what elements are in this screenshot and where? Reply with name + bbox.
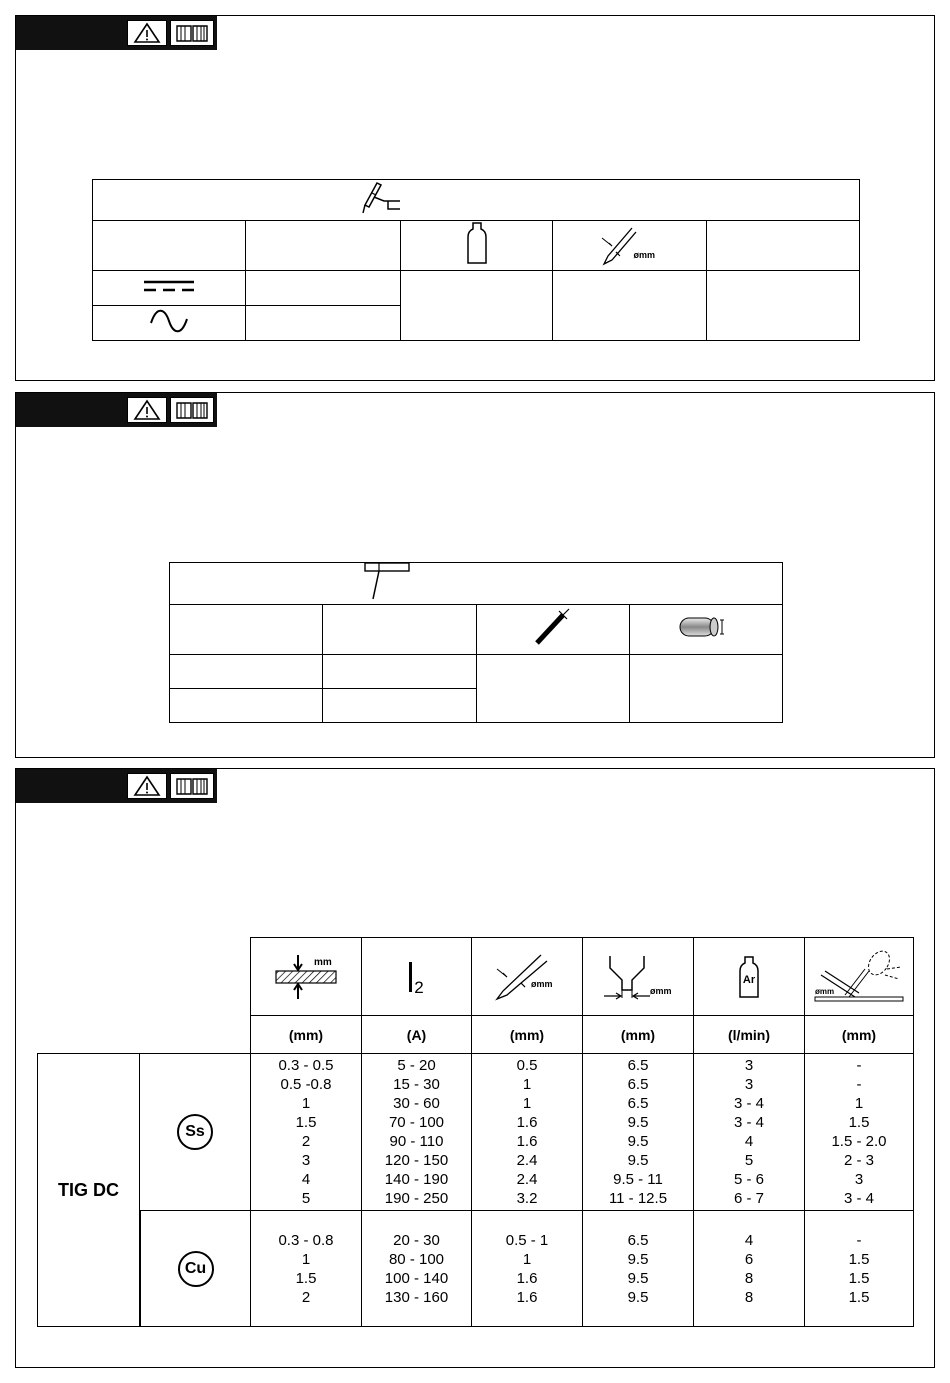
row2-col1 — [170, 689, 323, 722]
table-cell: 4 — [301, 1171, 311, 1188]
header-cell-empty-1 — [170, 605, 323, 655]
tig-settings-panel — [15, 15, 935, 381]
table-cell: 9.5 — [627, 1152, 649, 1169]
cu-filler-col — [805, 1211, 913, 1326]
manual-book-icon — [170, 397, 214, 423]
table-cell: 5 - 20 — [397, 1057, 436, 1074]
table-cell: 0.5 -0.8 — [280, 1076, 332, 1093]
ac-current-icon — [149, 309, 189, 338]
panel-header — [16, 393, 217, 427]
table-cell: 20 - 30 — [393, 1231, 440, 1249]
ss-tungsten-col — [472, 1054, 583, 1211]
cu-current-col — [362, 1211, 472, 1326]
parameters-body — [37, 1053, 914, 1327]
tungsten-header — [472, 938, 583, 1016]
ar-label: Ar — [742, 973, 756, 986]
warning-icon — [127, 397, 167, 423]
thickness-icon — [274, 954, 338, 1000]
table-cell: 6 — [744, 1250, 754, 1268]
table-cell: 4 — [744, 1231, 754, 1249]
mma-table — [169, 562, 783, 723]
column-values — [734, 1056, 764, 1208]
table-cell: 11 - 12.5 — [608, 1190, 668, 1207]
current-i2-icon — [409, 962, 424, 997]
argon-header — [694, 938, 805, 1016]
filler-rod-icon — [811, 949, 907, 1005]
column-values — [849, 1231, 870, 1307]
table-cell: 1.6 — [516, 1269, 538, 1287]
electrode-merged-cell — [477, 655, 630, 722]
omm-label: ømm — [531, 978, 553, 989]
table-cell: 0.3 - 0.5 — [278, 1057, 334, 1074]
table-cell: 1 — [301, 1250, 311, 1268]
omm-label: ømm — [815, 986, 835, 996]
cu-argon-col — [694, 1211, 805, 1326]
column-values — [385, 1056, 448, 1208]
omm-label: ømm — [650, 985, 672, 996]
panel-header — [16, 16, 217, 50]
header-cell-gas — [401, 221, 553, 271]
argon-flow-icon — [738, 955, 760, 999]
unit-thickness: (mm) — [251, 1016, 362, 1054]
table-cell: 6.5 — [627, 1076, 649, 1093]
ss-current-col — [362, 1054, 472, 1211]
table-cell: 5 - 6 — [733, 1171, 764, 1188]
row1-col1 — [170, 655, 323, 689]
dc-row-symbol — [93, 271, 246, 306]
current-header — [362, 938, 472, 1016]
table-cell: 9.5 — [627, 1114, 649, 1131]
table-cell: 9.5 — [627, 1269, 649, 1287]
table-cell: 1.5 — [848, 1288, 870, 1306]
nozzle-header — [583, 938, 694, 1016]
row1-col2 — [323, 655, 477, 689]
table-cell: 0.3 - 0.8 — [278, 1231, 334, 1249]
header-cell-empty-2 — [246, 221, 401, 271]
electrode-rod-icon — [531, 607, 575, 652]
column-values — [278, 1056, 333, 1208]
ss-thickness-col — [251, 1054, 362, 1211]
header-cell-empty-2 — [323, 605, 477, 655]
coated-electrode-icon — [676, 612, 736, 647]
table-cell: 6 - 7 — [733, 1190, 764, 1207]
header-bar — [16, 393, 124, 427]
table-cell: 4 — [744, 1133, 754, 1150]
table-cell: 9.5 — [627, 1133, 649, 1150]
material-badge-ss: Ss — [177, 1114, 213, 1150]
process-label: TIG DC — [38, 1054, 140, 1326]
table-title-row — [170, 563, 782, 605]
table-cell: - — [856, 1076, 862, 1093]
parameters-header — [250, 937, 914, 1054]
mma-settings-panel — [15, 392, 935, 758]
cu-thickness-col — [251, 1211, 362, 1326]
table-cell: 0.5 — [516, 1057, 538, 1074]
cu-nozzle-col — [583, 1211, 694, 1326]
table-cell: 3.2 — [516, 1190, 538, 1207]
material-ss — [140, 1054, 251, 1211]
warning-icon — [127, 20, 167, 46]
column-values — [385, 1231, 448, 1307]
header-cell-coated-electrode — [630, 605, 782, 655]
manual-book-icon — [170, 20, 214, 46]
table-cell: 140 - 190 — [384, 1171, 449, 1188]
table-cell: 1.6 — [516, 1288, 538, 1306]
mma-electrode-holder-icon — [361, 561, 411, 606]
table-cell: 9.5 — [627, 1250, 649, 1268]
table-cell: 3 - 4 — [843, 1190, 874, 1207]
table-cell: 80 - 100 — [388, 1250, 445, 1268]
column-values — [628, 1231, 649, 1307]
table-cell: 1.6 — [516, 1114, 538, 1131]
column-values — [506, 1231, 549, 1307]
table-cell: 2 — [301, 1133, 311, 1150]
table-cell: 1.6 — [516, 1133, 538, 1150]
table-cell: 100 - 140 — [384, 1269, 449, 1287]
tig-table — [92, 179, 860, 341]
table-cell: - — [856, 1231, 862, 1249]
table-cell: 2 - 3 — [843, 1152, 874, 1169]
table-cell: 1.5 — [295, 1114, 317, 1131]
header-cell-empty-1 — [93, 221, 246, 271]
table-cell: 3 — [744, 1076, 754, 1093]
gas-cylinder-icon — [466, 221, 488, 270]
filler-header — [805, 938, 913, 1016]
cu-tungsten-col — [472, 1211, 583, 1326]
table-cell: 130 - 160 — [384, 1288, 449, 1306]
header-cell-electrode-diameter — [553, 221, 707, 271]
table-cell: 1 — [522, 1095, 532, 1112]
tungsten-diameter-icon — [491, 953, 563, 1001]
column-values — [609, 1056, 667, 1208]
table-cell: 5 — [301, 1190, 311, 1207]
coated-merged-cell — [630, 655, 782, 722]
table-cell: 1 — [522, 1076, 532, 1093]
unit-filler: (mm) — [805, 1016, 913, 1054]
mm-label: mm — [314, 956, 332, 968]
unit-argon: (l/min) — [694, 1016, 805, 1054]
i2-subscript: 2 — [414, 977, 424, 997]
tig-dc-parameters-panel — [15, 768, 935, 1368]
ac-row-value — [246, 306, 401, 340]
electrode-diameter-icon — [590, 226, 670, 266]
dc-row-value — [246, 271, 401, 306]
table-cell: 6.5 — [627, 1057, 649, 1074]
table-cell: 1.5 - 2.0 — [831, 1133, 887, 1150]
table-cell: 70 - 100 — [388, 1114, 445, 1131]
column-values — [745, 1231, 753, 1307]
table-cell: 0.5 - 1 — [505, 1231, 549, 1249]
table-cell: 1.5 — [848, 1250, 870, 1268]
header-cell-empty-3 — [707, 221, 859, 271]
diameter-label: ømm — [633, 249, 656, 260]
table-title-row — [93, 180, 859, 221]
column-values — [831, 1056, 886, 1208]
dc-current-icon — [142, 278, 196, 299]
table-cell: 30 - 60 — [393, 1095, 440, 1112]
column-values — [278, 1231, 333, 1307]
table-cell: - — [856, 1057, 862, 1074]
table-cell: 6.5 — [627, 1095, 649, 1112]
material-badge-cu: Cu — [178, 1251, 214, 1287]
table-cell: 2 — [301, 1288, 311, 1306]
ss-argon-col — [694, 1054, 805, 1211]
electrode-merged-cell — [553, 271, 707, 340]
unit-nozzle: (mm) — [583, 1016, 694, 1054]
gas-merged-cell — [401, 271, 553, 340]
last-merged-cell — [707, 271, 859, 340]
table-cell: 2.4 — [516, 1171, 538, 1188]
table-cell: 120 - 150 — [384, 1152, 449, 1169]
table-cell: 3 - 4 — [733, 1114, 764, 1131]
unit-tungsten: (mm) — [472, 1016, 583, 1054]
warning-icon — [127, 773, 167, 799]
table-cell: 6.5 — [627, 1231, 649, 1249]
table-cell: 1 — [854, 1095, 864, 1112]
table-cell: 15 - 30 — [393, 1076, 440, 1093]
table-cell: 2.4 — [516, 1152, 538, 1169]
ac-row-symbol — [93, 306, 246, 340]
row2-col2 — [323, 689, 477, 722]
material-cu — [140, 1211, 251, 1326]
table-cell: 8 — [744, 1288, 754, 1306]
panel-header — [16, 769, 217, 803]
table-cell: 1.5 — [848, 1114, 870, 1131]
table-cell: 9.5 - 11 — [613, 1171, 663, 1188]
table-cell: 1.5 — [848, 1269, 870, 1287]
ss-filler-col — [805, 1054, 913, 1211]
table-cell: 90 - 110 — [389, 1133, 444, 1150]
table-cell: 8 — [744, 1269, 754, 1287]
table-cell: 3 — [854, 1171, 864, 1188]
header-cell-electrode — [477, 605, 630, 655]
table-cell: 1 — [301, 1095, 311, 1112]
tig-torch-icon — [360, 179, 402, 222]
ss-nozzle-col — [583, 1054, 694, 1211]
header-bar — [16, 16, 124, 50]
table-cell: 5 — [744, 1152, 754, 1169]
table-cell: 1 — [522, 1250, 532, 1268]
table-cell: 1.5 — [295, 1269, 317, 1287]
table-cell: 3 — [744, 1057, 754, 1074]
table-cell: 3 — [301, 1152, 311, 1169]
nozzle-diameter-icon — [600, 954, 676, 1000]
header-bar — [16, 769, 124, 803]
manual-book-icon — [170, 773, 214, 799]
table-cell: 9.5 — [627, 1288, 649, 1306]
thickness-header — [251, 938, 362, 1016]
table-cell: 190 - 250 — [384, 1190, 449, 1207]
table-cell: 3 - 4 — [733, 1095, 764, 1112]
unit-current: (A) — [362, 1016, 472, 1054]
column-values — [517, 1056, 538, 1208]
